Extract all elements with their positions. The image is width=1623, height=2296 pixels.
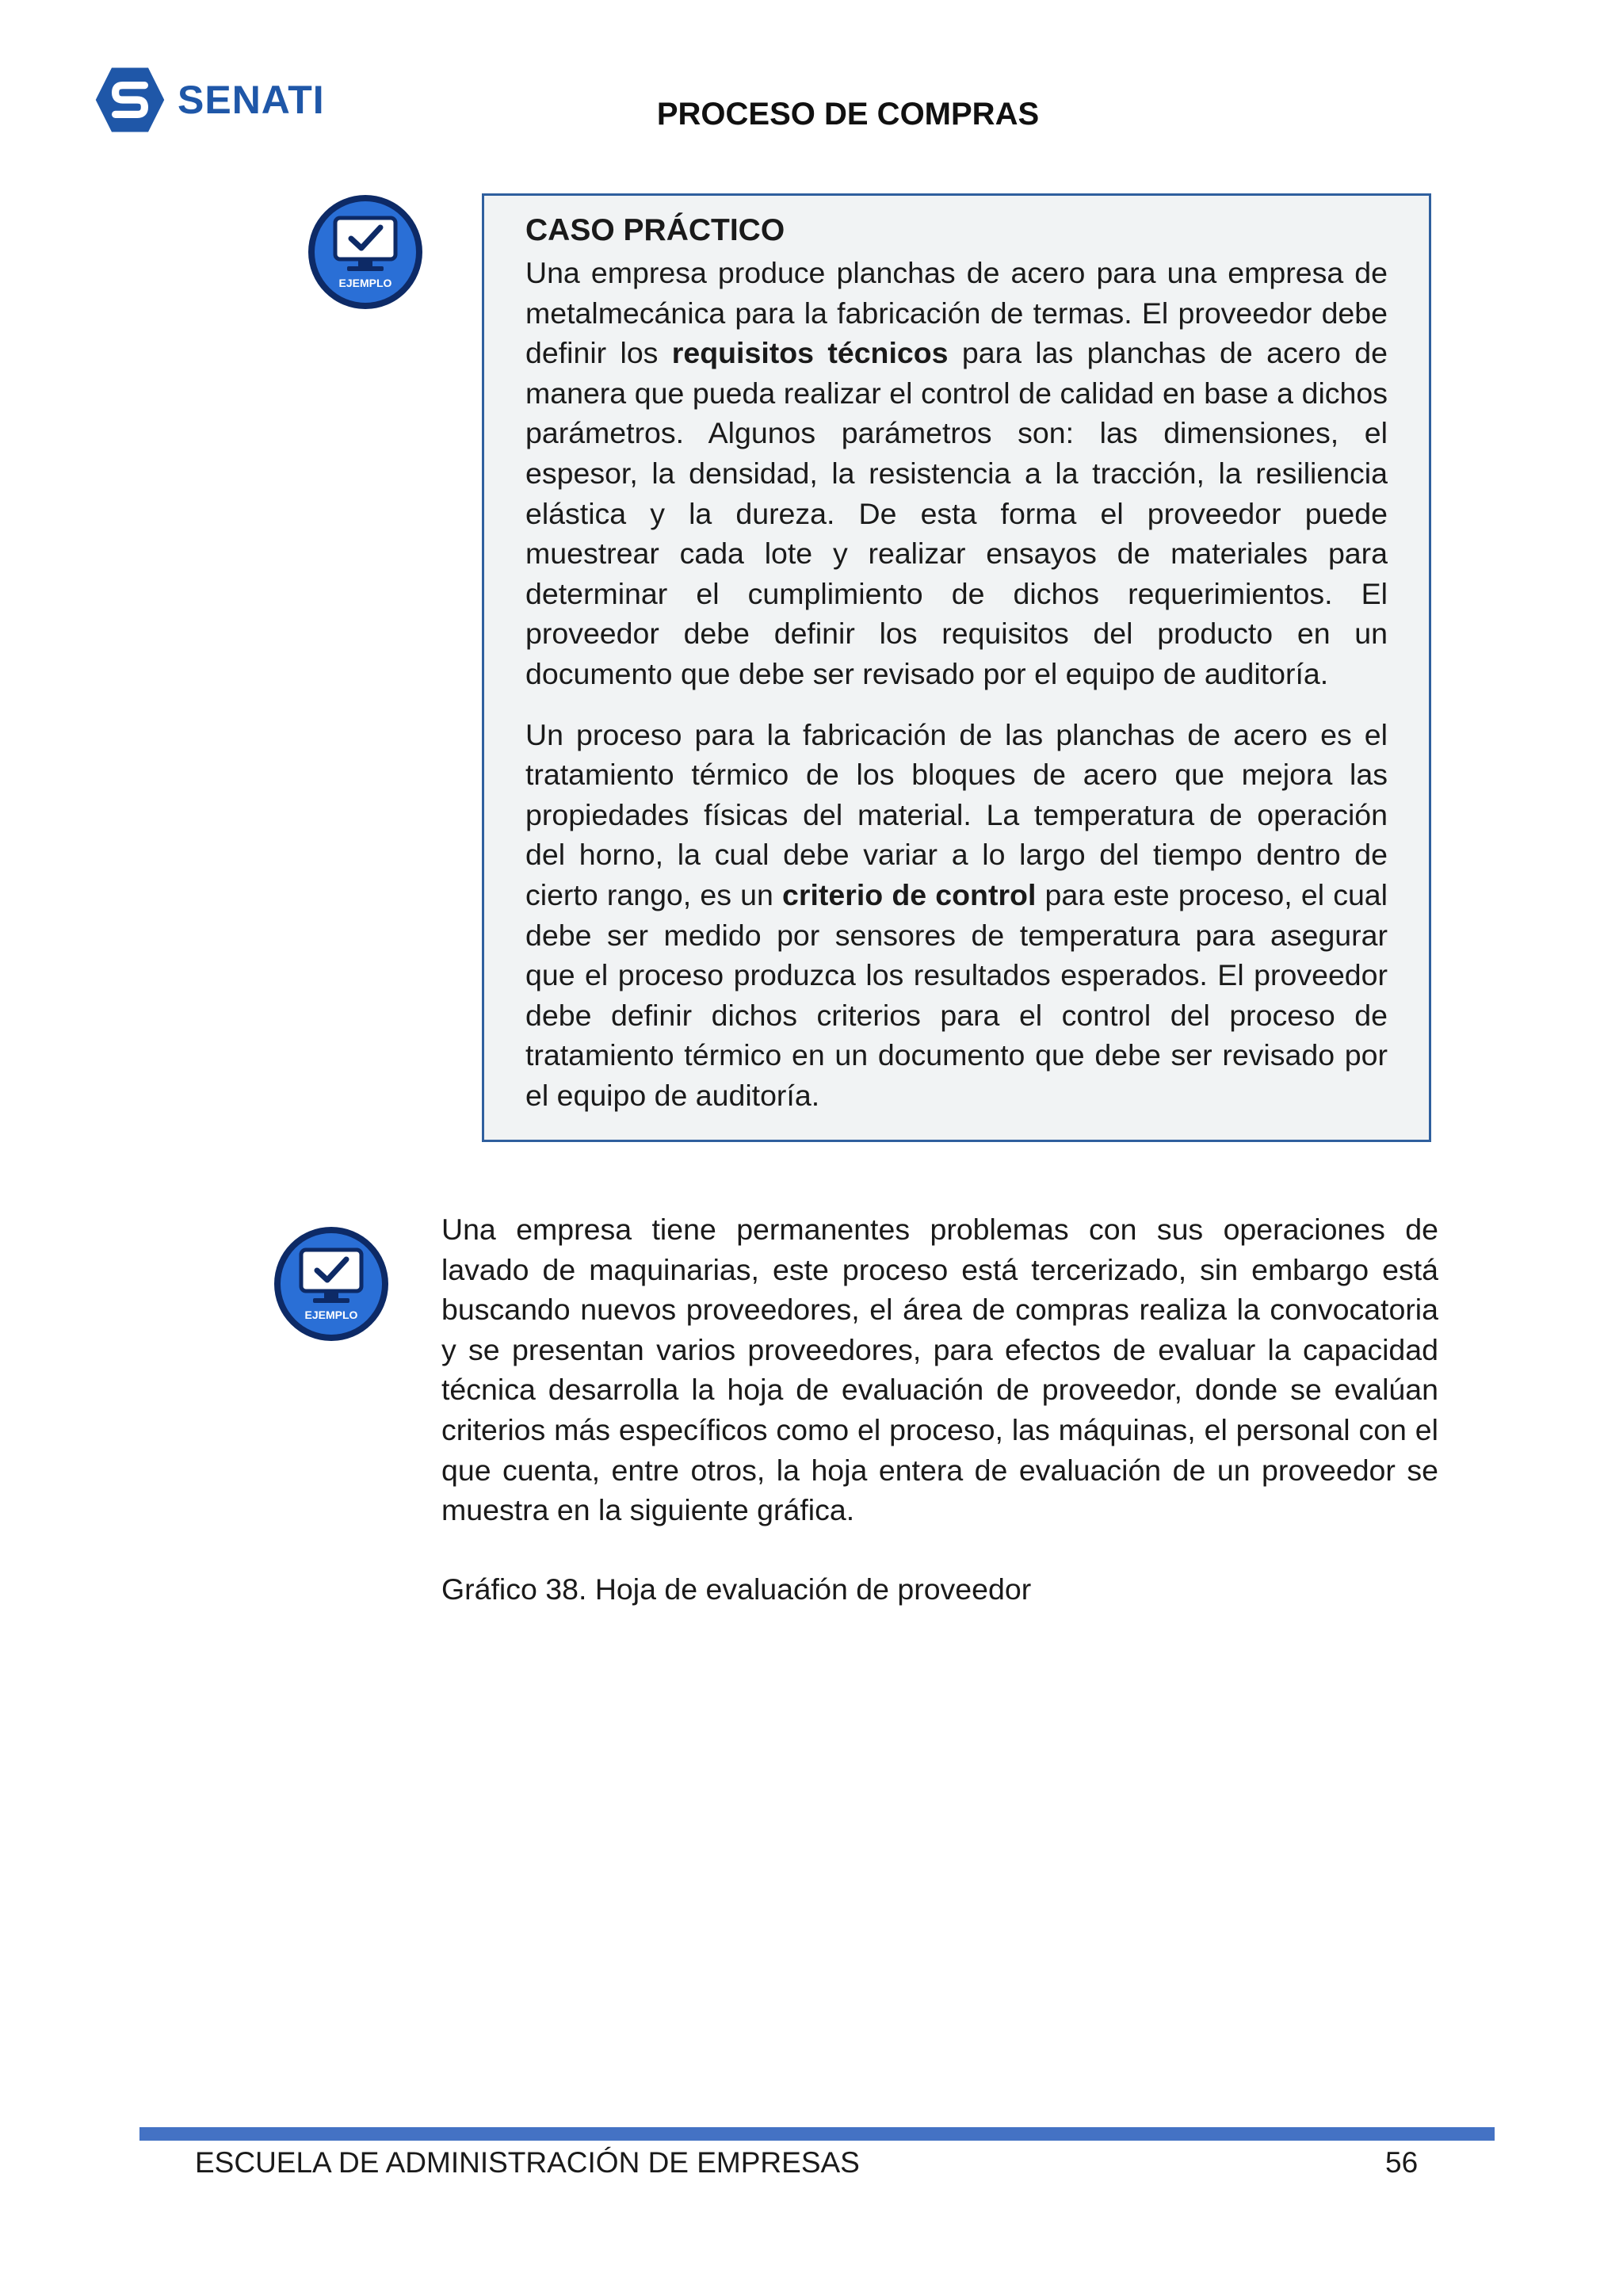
case-title: CASO PRÁCTICO: [525, 213, 785, 247]
example-badge: [306, 193, 425, 315]
example-paragraph: Una empresa tiene permanentes problemas con sus operaciones de lavado de maquinarias, este proceso está tercerizado, sin embargo está buscando nuevos proveedores, el área de compras realiza la convocatoria y se presentan varios proveedores, para efectos de evaluar la capacidad técnica desarrolla la hoja de evaluación de proveedor, donde se evalúan criterios más específicos como el proceso, las máquinas, el personal con el que cuenta, entre otros, la hoja entera de evaluación de un proveedor se muestra en la siguiente gráfica.: [441, 1213, 1438, 1527]
case-paragraph-1: Una empresa produce planchas de acero para una empresa de metalmecánica para la fabricación de termas. El proveedor debe definir los requisitos técnicos para las planchas de acero de manera que pueda realizar el control de calidad en base a dichos parámetros. Algunos parámetros son: las dimensiones, el espesor, la densidad, la resistencia a la tracción, la resiliencia elástica y la dureza. De esta forma el proveedor puede muestrear cada lote y realizar ensayos de materiales para determinar el cumplimiento de dichos requerimientos. El proveedor debe definir los requisitos del producto en un documento que debe ser revisado por el equipo de auditoría.: [525, 256, 1388, 690]
page-title: PROCESO DE COMPRAS: [656, 97, 1040, 132]
example-badge: [272, 1224, 391, 1347]
case-paragraph-2: Un proceso para la fabricación de las planchas de acero es el tratamiento térmico de los bloques de acero que mejora las propiedades físicas del material. La temperatura de operación del horno, la cual debe variar a lo largo del tiempo dentro de cierto rango, es un criterio de control para este proceso, el cual debe ser medido por sensores de temperatura para asegurar que el proceso produzca los resultados esperados. El proveedor debe definir dichos criterios para el control del proceso de tratamiento térmico en un documento que debe ser revisado por el equipo de auditoría.: [525, 717, 1388, 1112]
bold-term: criterio de control: [782, 877, 1037, 911]
footer-bar: [139, 2127, 1495, 2141]
badge-label: EJEMPLO: [338, 277, 392, 289]
page-number: 56: [1385, 2146, 1419, 2179]
bold-term: requisitos técnicos: [671, 336, 949, 370]
monitor-check-icon: [306, 193, 425, 311]
footer-school: ESCUELA DE ADMINISTRACIÓN DE EMPRESAS: [195, 2146, 860, 2179]
badge-label: EJEMPLO: [304, 1308, 358, 1321]
figure-caption: Gráfico 38. Hoja de evaluación de proveedor: [441, 1572, 1032, 1606]
case-study-box: [482, 193, 1431, 1142]
logo-text: SENATI: [178, 78, 325, 122]
monitor-check-icon: [272, 1224, 391, 1343]
